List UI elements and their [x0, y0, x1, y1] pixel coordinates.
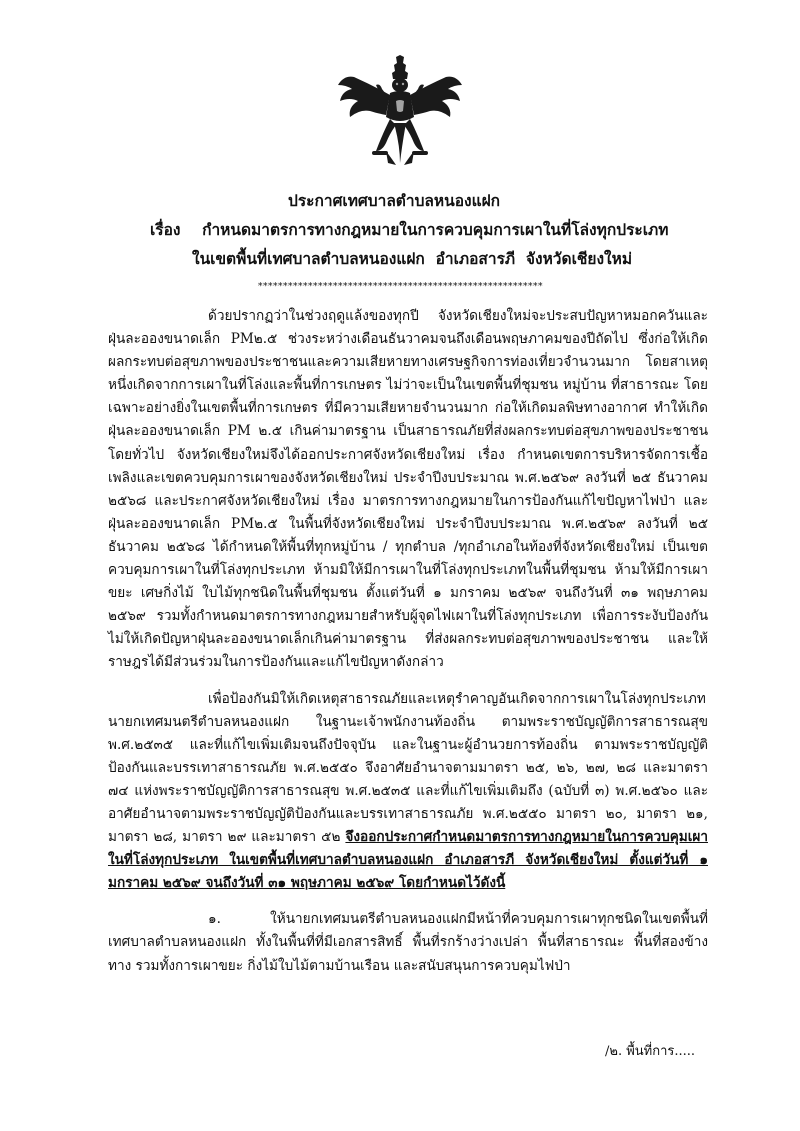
paragraph-legal-basis-text: เพื่อป้องกันมิให้เกิดเหตุสาธารณภัยและเหตุรำคาญอันเกิดจากการเผาในโล่งทุกประเภท นายกเทศมนตรีตำบลหนองแฝก ในฐานะเจ้าพนักงานท้องถิ่น ตามพระราชบัญญัติการสาธารณสุข พ.ศ.๒๕๓๕ และที่แก้ไขเพิ่มเติมจนถึงปัจจุบัน และในฐานะผู้อำนวยการท้องถิ่น ตามพระราชบัญญัติป้องกันและบรรเทาสาธารณภัย พ.ศ.๒๕๕๐ จึงอาศัยอำนาจตามมาตรา ๒๕, ๒๖, ๒๗, ๒๘ และมาตรา ๗๔ แห่งพระราชบัญญัติการสาธารณสุข พ.ศ.๒๕๓๕ และที่แก้ไขเพิ่มเติมถึง (ฉบับที่ ๓) พ.ศ.๒๕๖๐ และอาศัยอำนาจตามพระราชบัญญัติป้องกันและบรรเทาสาธารณภัย พ.ศ.๒๕๕๐ มาตรา ๒๐, มาตรา ๒๑, มาตรา ๒๘, มาตรา ๒๙ และมาตรา ๕๒: [108, 690, 708, 846]
paragraph-legal-basis-emphasis: จึงออกประกาศกำหนดมาตรการทางกฎหมายในการควบคุมเผาในที่โล่งทุกประเภท ในเขตพื้นที่เทศบาลตำบลหนองแฝก อำเภอสารภี จังหวัดเชียงใหม่ ตั้งแต่วันที่ ๑ มกราคม ๒๕๖๙ จนถึงวันที่ ๓๑ พฤษภาคม ๒๕๖๙ โดยกำหนดไว้ดังนี้: [108, 829, 708, 892]
page-continuation: /๒. พื้นที่การ.....: [605, 1044, 696, 1059]
announcement-body: [108, 305, 708, 991]
garuda-emblem-icon: [336, 55, 464, 167]
paragraph-background: ด้วยปรากฏว่าในช่วงฤดูแล้งของทุกปี จังหวัดเชียงใหม่จะประสบปัญหาหมอกควันและฝุ่นละอองขนาดเล็ก PM๒.๕ ช่วงระหว่างเดือนธันวาคมจนถึงเดือนพฤษภาคมของปีถัดไป ซึ่งก่อให้เกิดผลกระทบต่อสุขภาพของประชาชนและความเสียหายทางเศรษฐกิจการท่องเที่ยวจำนวนมาก โดยสาเหตุหนึ่งเกิดจากการเผาในที่โล่งและพื้นที่การเกษตร ไม่ว่าจะเป็นในเขตพื้นที่ชุมชน หมู่บ้าน ที่สาธารณะ โดยเฉพาะอย่างยิ่งในเขตพื้นที่การเกษตร ที่มีความเสียหายจำนวนมาก ก่อให้เกิดมลพิษทางอากาศ ทำให้เกิดฝุ่นละอองขนาดเล็ก PM ๒.๕ เกินค่ามาตรฐาน เป็นสาธารณภัยที่ส่งผลกระทบต่อสุขภาพของประชาชนโดยทั่วไป จังหวัดเชียงใหม่จึงได้ออกประกาศจังหวัดเชียงใหม่ เรื่อง กำหนดเขตการบริหารจัดการเชื้อเพลิงและเขตควบคุมการเผาของจังหวัดเชียงใหม่ ประจำปีงบประมาณ พ.ศ.๒๕๖๙ ลงวันที่ ๒๕ ธันวาคม ๒๕๖๘ และประกาศจังหวัดเชียงใหม่ เรื่อง มาตรการทางกฎหมายในการป้องกันแก้ไขปัญหาไฟป่า และฝุ่นละอองขนาดเล็ก PM๒.๕ ในพื้นที่จังหวัดเชียงใหม่ ประจำปีงบประมาณ พ.ศ.๒๕๖๙ ลงวันที่ ๒๕ ธันวาคม ๒๕๖๘ ได้กำหนดให้พื้นที่ทุกหมู่บ้าน / ทุกตำบล /ทุกอำเภอในท้องที่จังหวัดเชียงใหม่ เป็นเขตควบคุมการเผาในที่โล่งทุกประเภท ห้ามมิให้มีการเผาในที่โล่งทุกประเภทในพื้นที่ชุมชน ห้ามให้มีการเผาขยะ เศษกิ่งไม้ ใบไม้ทุกชนิดในพื้นที่ชุมชน ตั้งแต่วันที่ ๑ มกราคม ๒๕๖๙ จนถึงวันที่ ๓๑ พฤษภาคม ๒๕๖๙ รวมทั้งกำหนดมาตรการทางกฎหมายสำหรับผู้จุดไฟเผาในที่โล่งทุกประเภท เพื่อการระงับป้องกันไม่ให้เกิดปัญหาฝุ่นละอองขนาดเล็กเกินค่ามาตรฐาน ที่ส่งผลกระทบต่อสุขภาพของประชาชน และให้ราษฎรได้มีส่วนร่วมในการป้องกันและแก้ไขปัญหาดังกล่าว: [108, 308, 708, 671]
announcement-title: ประกาศเทศบาลตำบลหนองแฝก: [288, 191, 501, 210]
announcement-subject: เรื่อง กำหนดมาตรการทางกฎหมายในการควบคุมการเผาในที่โล่งทุกประเภท: [150, 220, 669, 239]
announcement-subject-area: ในเขตพื้นที่เทศบาลตำบลหนองแฝก อำเภอสารภี จังหวัดเชียงใหม่: [192, 249, 633, 268]
clause-1: ๑. ให้นายกเทศมนตรีตำบลหนองแฝกมีหน้าที่ควบคุมการเผาทุกชนิดในเขตพื้นที่เทศบาลตำบลหนองแฝก ทั้งในพื้นที่ที่มีเอกสารสิทธิ์ พื้นที่รกร้างว่างเปล่า พื้นที่สาธารณะ พื้นที่สองข้างทาง รวมทั้งการเผาขยะ กิ่งไม้ใบไม้ตามบ้านเรือน และสนับสนุนการควบคุมไฟป่า: [108, 911, 708, 974]
paragraph-legal-basis: [108, 688, 708, 896]
separator-line: *********************************************************: [258, 282, 543, 292]
